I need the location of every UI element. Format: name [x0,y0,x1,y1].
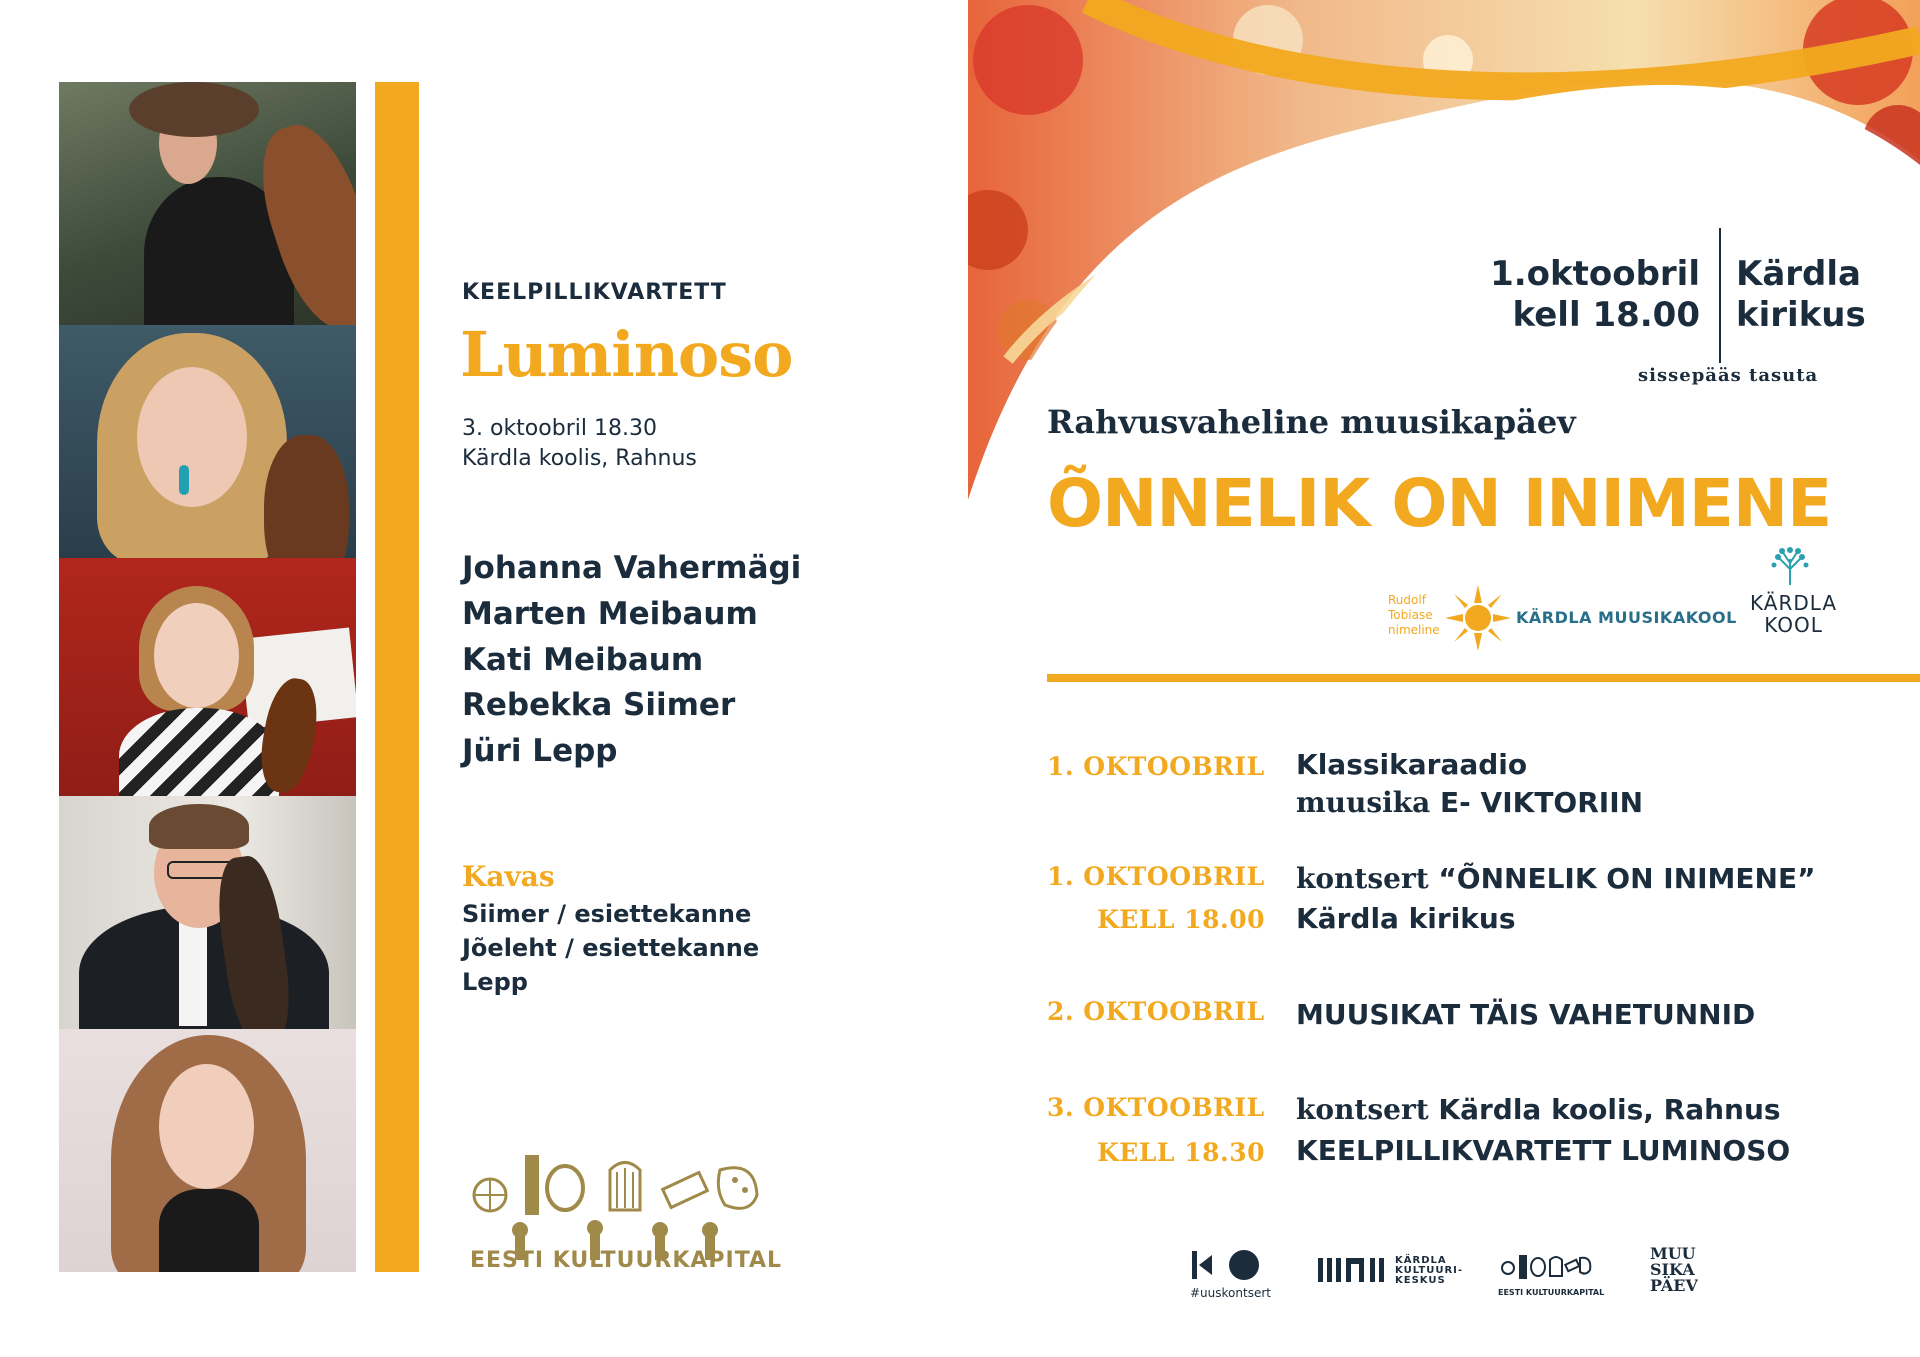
schedule-line [1296,1134,1790,1167]
schedule-line [1296,902,1516,935]
schedule-text: KEELPILLIKVARTETT LUMINOSO [1296,1134,1791,1167]
sun-icon [1443,583,1513,653]
schedule-date: 1. OKTOOBRIL [1047,862,1265,891]
muusikapaev-line: SIKA [1650,1260,1695,1279]
kultuurkapital-small-label: EESTI KULTUURKAPITAL [1498,1288,1605,1297]
schedule-text: Kärdla kirikus [1296,902,1516,935]
schedule-time: KELL 18.30 [1097,1138,1265,1167]
event-subtitle: Rahvusvaheline muusikapäev [1047,403,1576,441]
kultuurkapital-small-logo-icon [1500,1252,1592,1286]
program-item: Lepp [462,968,528,996]
event-title: ÕNNELIK ON INIMENE [1047,465,1832,542]
schedule-date: 2. OKTOOBRIL [1047,997,1265,1026]
kultuurikeskus-line: KESKUS [1395,1275,1446,1286]
member-photo-5 [59,1029,356,1272]
tree-icon [1770,545,1810,585]
member-photo-2 [59,325,356,558]
member-name: Jüri Lepp [462,733,618,769]
schedule-text: Kärdla koolis, Rahnus [1428,1093,1781,1126]
uuskontsert-label: #uuskontsert [1190,1286,1271,1300]
schedule-line [1296,1093,1781,1126]
header-divider [1719,228,1721,363]
accent-bar [375,82,419,1272]
admission-note: sissepääs tasuta [1638,365,1819,386]
kultuurikeskus-line: KÄRDLA [1395,1255,1447,1266]
school-name: KÄRDLA MUUSIKAKOOL [1516,608,1737,627]
schedule-date: 3. OKTOOBRIL [1047,1093,1265,1122]
caption-line: nimeline [1388,623,1440,637]
schedule-text: MUUSIKAT TÄIS VAHETUNNID [1296,998,1756,1031]
kool-logo-line: KÄRDLA [1750,591,1838,615]
program-title: Kavas [462,860,555,893]
kultuurikeskus-label [1395,1256,1463,1286]
section-divider [1047,674,1920,682]
ensemble-type: KEELPILLIKVARTETT [462,280,727,305]
caption-line: Rudolf [1388,593,1426,607]
program-item: Jõeleht / esiettekanne [462,934,760,962]
member-name: Rebekka Siimer [462,687,736,723]
concert-venue: Kärdla koolis, Rahnus [462,446,697,471]
ensemble-name: Luminoso [460,318,793,391]
member-photo-1 [59,82,356,325]
schedule-time: KELL 18.00 [1097,905,1265,934]
muusikapaev-line: PÄEV [1650,1276,1698,1295]
schedule-date: 1. OKTOOBRIL [1047,752,1265,781]
event-place-line: Kärdla [1736,254,1861,294]
schedule-line [1296,748,1527,781]
schedule-serif-word: kontsert [1296,862,1429,895]
schedule-text: E- VIKTORIIN [1430,786,1644,819]
event-place [1736,254,1866,336]
member-name: Kati Meibaum [462,642,704,678]
member-photo-3 [59,558,356,796]
schedule-serif-word: muusika [1296,786,1431,819]
event-datetime [1490,254,1700,336]
schedule-line [1296,998,1755,1031]
school-logo-caption [1388,593,1440,638]
kool-logo-line: KOOL [1764,613,1823,637]
kool-logo-text [1750,592,1837,636]
concert-date: 3. oktoobril 18.30 [462,416,657,441]
event-place-line: kirikus [1736,295,1866,335]
schedule-line [1296,786,1643,819]
kultuurikeskus-logo-icon [1318,1256,1390,1284]
kultuurkapital-label: EESTI KULTUURKAPITAL [470,1248,783,1273]
schedule-text: Klassikaraadio [1296,748,1528,781]
caption-line: Tobiase [1388,608,1433,622]
program-item: Siimer / esiettekanne [462,900,752,928]
member-photo-4 [59,796,356,1029]
uuskontsert-logo-icon [1190,1248,1262,1282]
schedule-serif-word: kontsert [1296,1093,1429,1126]
muusikapaev-logo [1650,1246,1698,1294]
event-date: 1.oktoobril [1490,254,1700,294]
schedule-text: “ÕNNELIK ON INIMENE” [1428,862,1816,895]
schedule-line [1296,862,1816,895]
event-time: kell 18.00 [1512,295,1700,335]
member-name: Johanna Vahermägi [462,550,802,586]
muusikapaev-line: MUU [1650,1244,1696,1263]
kultuurikeskus-line: KULTUURI- [1395,1265,1464,1276]
member-name: Marten Meibaum [462,596,758,632]
